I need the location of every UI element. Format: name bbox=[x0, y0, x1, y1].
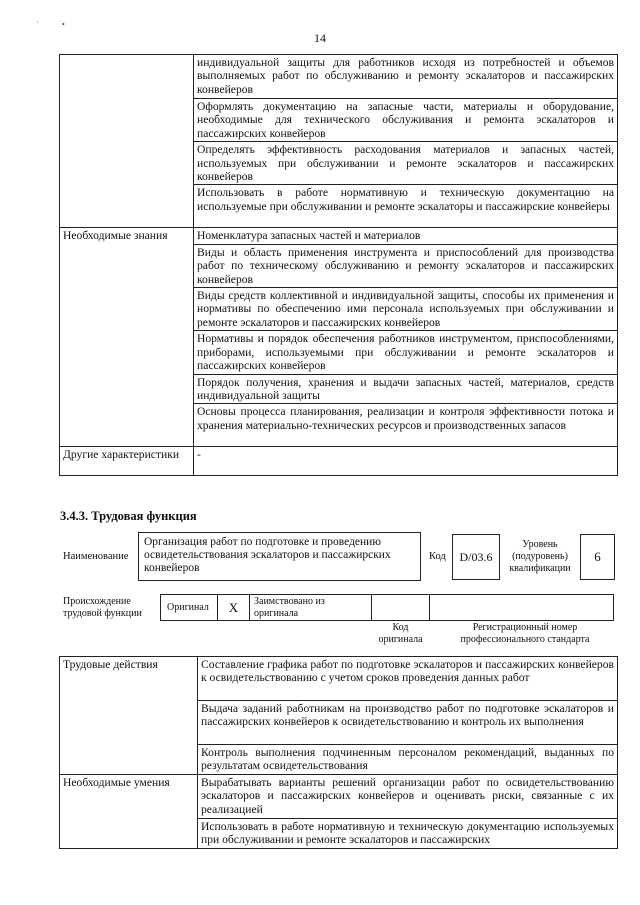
top-requirements-table bbox=[59, 54, 618, 476]
code-label: Код bbox=[429, 551, 446, 562]
row-label: Необходимые умения bbox=[60, 775, 198, 849]
reg-number-caption: Регистрационный номер профессионального стандарта bbox=[460, 622, 590, 645]
table-cell: Составление графика работ по подготовке эскалаторов и пассажирских конвейеров к освидетельствованию с учетом сроков проведения данных работ bbox=[198, 657, 618, 701]
function-name-box: Организация работ по подготовке и проведению освидетельствования эскалаторов и пассажирских конвейеров bbox=[138, 532, 421, 581]
code-original-caption: Код оригинала bbox=[378, 622, 423, 645]
row-label: Трудовые действия bbox=[60, 657, 198, 775]
page-number: 14 bbox=[314, 31, 326, 45]
level-label: Уровень (подуровень) квалификации bbox=[509, 539, 571, 574]
table-cell: Использовать в работе нормативную и техническую документацию используемых при обслуживании и ремонте эскалаторов и пассажирских bbox=[198, 819, 618, 849]
code-value-box: D/03.6 bbox=[452, 534, 500, 580]
divider bbox=[371, 594, 372, 621]
table-row bbox=[60, 228, 618, 244]
table-cell: Порядок получения, хранения и выдачи запасных частей, материалов, средств индивидуальной защиты bbox=[194, 374, 618, 404]
borrowed-label: Заимствовано из оригинала bbox=[254, 596, 325, 619]
divider bbox=[249, 594, 250, 621]
table-cell: Определять эффективность расходования материалов и запасных частей, используемых при обслуживании и ремонте эскалаторов и пассажирских конвейеров bbox=[194, 142, 618, 185]
row-label: Необходимые знания bbox=[60, 228, 194, 447]
divider bbox=[429, 594, 430, 621]
table-cell: Вырабатывать варианты решений организации работ по освидетельствованию эскалаторов и пассажирских конвейеров и оценивать риски, связанные с их реализацией bbox=[198, 775, 618, 819]
section-heading: 3.4.3. Трудовая функция bbox=[60, 509, 197, 523]
table-row bbox=[60, 55, 618, 99]
table-cell: Выдача заданий работникам на производство работ по подготовке эскалаторов и пассажирских конвейеров к освидетельствованию и контроль их выполнения bbox=[198, 701, 618, 745]
level-value-box: 6 bbox=[580, 534, 615, 580]
table-cell: - bbox=[194, 447, 618, 476]
row-label: Другие характеристики bbox=[60, 447, 194, 476]
origin-label: Происхождение трудовой функции bbox=[63, 596, 142, 619]
table-cell: индивидуальной защиты для работников исходя из потребностей и объемов выполняемых работ по обслуживанию и ремонту эскалаторов и пассажирских конвейеров bbox=[194, 55, 618, 99]
table-row bbox=[60, 657, 618, 701]
table-row bbox=[60, 775, 618, 819]
table-cell: Номенклатура запасных частей и материалов bbox=[194, 228, 618, 244]
row-label bbox=[60, 55, 194, 228]
original-checkbox-mark: X bbox=[228, 599, 239, 615]
table-cell: Виды средств коллективной и индивидуальной защиты, способы их применения и нормативы по обеспечению ими персонала используемых при обслуживании и ремонте эскалаторов и пассажирских конвейеров bbox=[194, 288, 618, 331]
bottom-requirements-table bbox=[59, 656, 618, 849]
table-cell: Виды и область применения инструмента и приспособлений для производства работ по техническому обслуживанию и ремонту эскалаторов и пассажирских конвейеров bbox=[194, 244, 618, 287]
scan-speck: · bbox=[36, 18, 39, 27]
table-cell: Оформлять документацию на запасные части, материалы и оборудование, необходимые для технического обслуживания и ремонта эскалаторов и пассажирских конвейеров bbox=[194, 99, 618, 142]
name-label: Наименование bbox=[63, 551, 129, 562]
table-cell: Нормативы и порядок обеспечения работников инструментом, приспособлениями, приборами, используемыми при обслуживании и ремонте эскалаторов и пассажирских конвейеров bbox=[194, 331, 618, 374]
scan-speck: • bbox=[62, 20, 65, 29]
table-cell: Основы процесса планирования, реализации и контроля эффективности потока и хранения материально-технических ресурсов и производственных запасов bbox=[194, 404, 618, 447]
table-cell: Контроль выполнения подчиненным персоналом рекомендаций, выданных по результатам освидетельствования bbox=[198, 745, 618, 775]
original-label: Оригинал bbox=[167, 602, 209, 613]
table-cell: Использовать в работе нормативную и техническую документацию на используемые при обслуживании и ремонте эскалаторы и пассажирские конвейеры bbox=[194, 185, 618, 228]
table-row bbox=[60, 447, 618, 476]
